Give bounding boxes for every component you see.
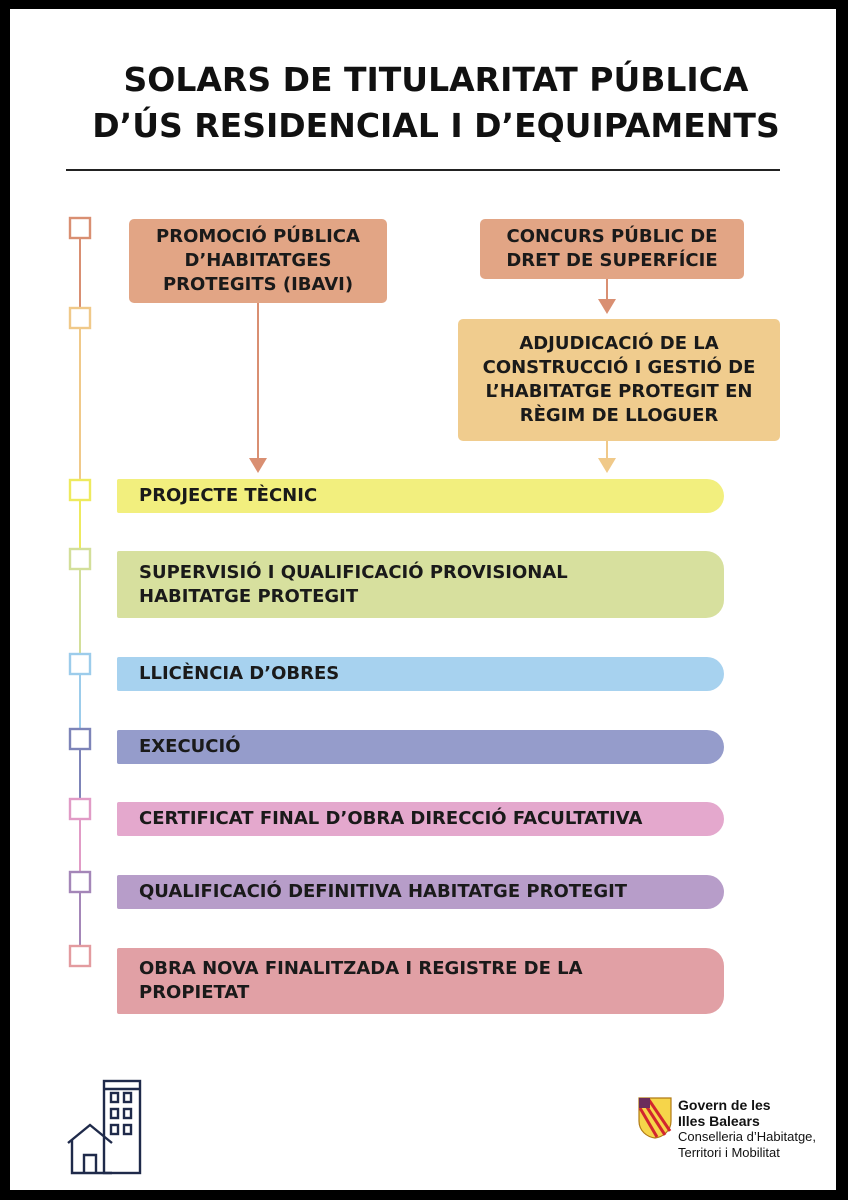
timeline-marker <box>70 549 90 569</box>
step-label: QUALIFICACIÓ DEFINITIVA HABITATGE PROTEGIT <box>139 881 628 902</box>
step-label: EXECUCIÓ <box>139 736 241 757</box>
branch-award-construction <box>458 319 780 441</box>
timeline-marker <box>70 799 90 819</box>
timeline-marker <box>70 654 90 674</box>
step-new-build-registry <box>117 948 724 1014</box>
step-building-permit <box>117 657 724 691</box>
timeline-marker <box>70 218 90 238</box>
arrow-right-top-line <box>606 279 608 301</box>
arrow-right-bottom-head <box>598 458 616 473</box>
department-line-2: Territori i Mobilitat <box>678 1145 780 1160</box>
department-line-1: Conselleria d’Habitatge, <box>678 1129 817 1144</box>
step-definitive-qualification <box>117 875 724 909</box>
step-final-certificate <box>117 802 724 836</box>
timeline-marker <box>70 480 90 500</box>
step-supervision-provisional <box>117 551 724 618</box>
step-label: CERTIFICAT FINAL D’OBRA DIRECCIÓ FACULTATIVA <box>139 808 643 829</box>
govern-name-line-2: Illes Balears <box>678 1113 760 1129</box>
timeline-marker <box>70 872 90 892</box>
apartment-building-icon <box>66 1079 144 1175</box>
step-execution <box>117 730 724 764</box>
title-line-1: SOLARS DE TITULARITAT PÚBLICA <box>123 60 749 99</box>
timeline-marker <box>70 946 90 966</box>
branch-award-construction-label: ADJUDICACIÓ DE LA CONSTRUCCIÓ I GESTIÓ DE L’HABITATGE PROTEGIT EN RÈGIM DE LLOGUER <box>482 333 756 426</box>
arrow-left-head <box>249 458 267 473</box>
arrow-right-top-head <box>598 299 616 314</box>
branch-public-tender <box>480 219 744 279</box>
timeline-marker <box>70 308 90 328</box>
arrow-left-line <box>257 303 259 460</box>
govern-name-line-1: Govern de les <box>678 1097 771 1113</box>
title-line-2: D’ÚS RESIDENCIAL I D’EQUIPAMENTS <box>92 106 780 145</box>
branch-public-tender-label: CONCURS PÚBLIC DE DRET DE SUPERFÍCIE <box>506 226 718 271</box>
step-technical-project <box>117 479 724 513</box>
step-label: OBRA NOVA FINALITZADA I REGISTRE DE LA PROPIETAT <box>139 958 583 1003</box>
step-label: LLICÈNCIA D’OBRES <box>139 663 340 684</box>
govern-illes-balears-emblem <box>638 1097 672 1139</box>
govern-logo-text <box>678 1097 816 1161</box>
timeline-marker <box>70 729 90 749</box>
branch-public-promotion-label: PROMOCIÓ PÚBLICA D’HABITATGES PROTEGITS (IBAVI) <box>156 226 360 295</box>
branch-public-promotion <box>129 219 387 303</box>
step-label: PROJECTE TÈCNIC <box>139 485 318 506</box>
step-label: SUPERVISIÓ I QUALIFICACIÓ PROVISIONAL HABITATGE PROTEGIT <box>139 561 568 607</box>
